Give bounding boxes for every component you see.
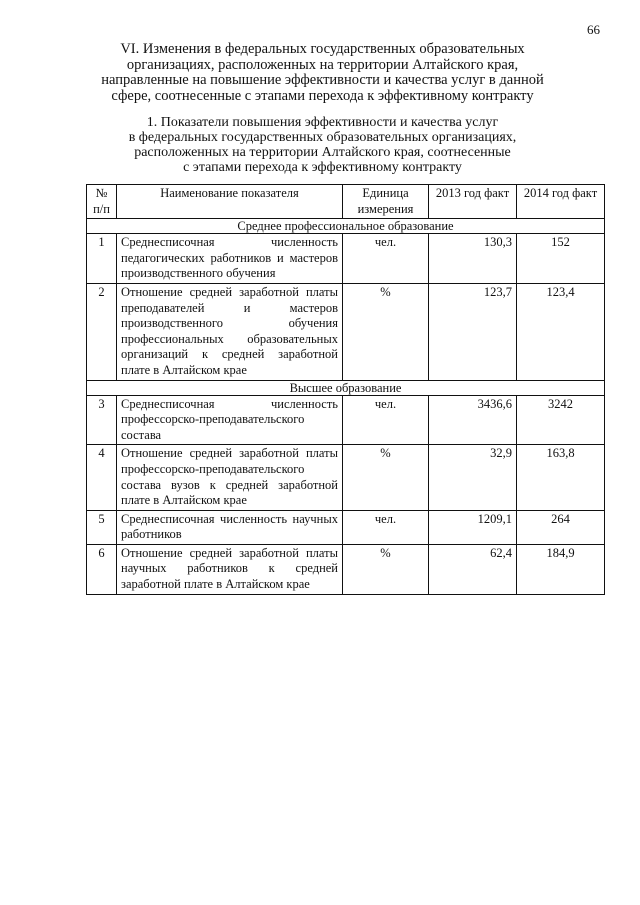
table-row [87, 234, 605, 284]
row-name: Отношение средней заработной платы научных работников к средней заработной плате в Алтайском крае [117, 544, 343, 594]
table-heading-line: 1. Показатели повышения эффективности и качества услуг [146, 115, 499, 130]
group-row [87, 219, 605, 234]
row-2014: 163,8 [517, 445, 605, 510]
row-2013: 130,3 [429, 234, 517, 284]
table-row [87, 510, 605, 544]
row-unit: % [343, 283, 429, 380]
row-2014: 184,9 [517, 544, 605, 594]
section-heading [60, 42, 585, 104]
row-num: 5 [87, 510, 117, 544]
table-row [87, 544, 605, 594]
row-2014: 123,4 [517, 283, 605, 380]
page-number: 66 [587, 22, 600, 37]
section-heading-line: VI. Изменения в федеральных государственных образовательных [120, 41, 525, 57]
row-unit: чел. [343, 395, 429, 445]
row-name: Среднесписочная численность педагогических работников и мастеров производственного обучения [117, 234, 343, 284]
row-unit: % [343, 544, 429, 594]
row-unit: чел. [343, 234, 429, 284]
group-title: Среднее профессиональное образование [87, 219, 605, 234]
row-2014: 264 [517, 510, 605, 544]
row-2013: 1209,1 [429, 510, 517, 544]
row-name: Отношение средней заработной платы профессорско-преподавательского состава вузов к средней заработной плате в Алтайском крае [117, 445, 343, 510]
row-name: Отношение средней заработной платы преподавателей и мастеров производственного обучения профессиональных образовательных организаций к средней заработной плате в Алтайском крае [117, 283, 343, 380]
row-num: 2 [87, 283, 117, 380]
row-2013: 123,7 [429, 283, 517, 380]
header-2013: 2013 год факт [429, 185, 517, 219]
indicators-table [86, 184, 605, 595]
row-2013: 32,9 [429, 445, 517, 510]
row-name: Среднесписочная численность научных работников [117, 510, 343, 544]
row-name: Среднесписочная численность профессорско-преподавательского состава [117, 395, 343, 445]
section-heading-line: сфере, соотнесенные с этапами перехода к эффективному контракту [111, 87, 534, 104]
row-num: 1 [87, 234, 117, 284]
group-title: Высшее образование [87, 380, 605, 395]
table-row [87, 395, 605, 445]
group-row [87, 380, 605, 395]
table-header-row [87, 185, 605, 219]
row-2013: 3436,6 [429, 395, 517, 445]
row-unit: % [343, 445, 429, 510]
section-heading-line: направленные на повышение эффективности и качества услуг в данной [101, 72, 544, 88]
row-2014: 3242 [517, 395, 605, 445]
header-unit: Единица измерения [343, 185, 429, 219]
row-unit: чел. [343, 510, 429, 544]
header-name: Наименование показателя [117, 185, 343, 219]
row-num: 6 [87, 544, 117, 594]
row-num: 3 [87, 395, 117, 445]
table-row [87, 445, 605, 510]
table-heading-line: с этапами перехода к эффективному контракту [183, 160, 462, 175]
table-heading-line: расположенных на территории Алтайского края, соотнесенные [134, 145, 511, 160]
row-2014: 152 [517, 234, 605, 284]
row-num: 4 [87, 445, 117, 510]
section-heading-line: организациях, расположенных на территории Алтайского края, [126, 56, 519, 73]
row-2013: 62,4 [429, 544, 517, 594]
table-row [87, 283, 605, 380]
header-num: № п/п [87, 185, 117, 219]
table-heading-line: в федеральных государственных образовательных организациях, [128, 130, 517, 145]
header-2014: 2014 год факт [517, 185, 605, 219]
table-heading [60, 115, 585, 175]
